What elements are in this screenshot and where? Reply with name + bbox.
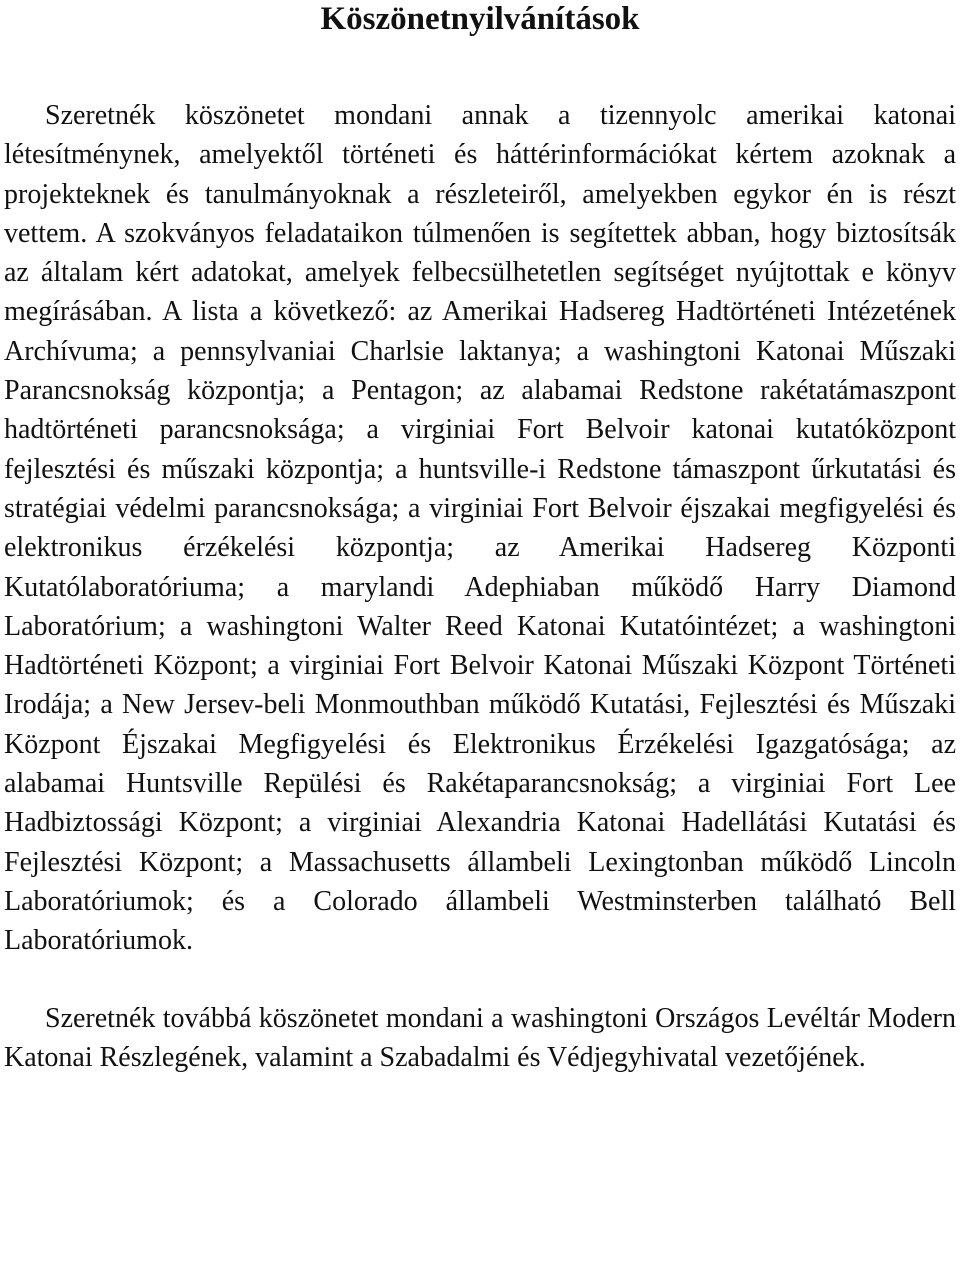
paragraph-additional-thanks: Szeretnék továbbá köszönetet mondani a washingtoni Országos Levéltár Modern Katonai Részlegének, valamint a Szabadalmi és Védjegyhivatal vezetőjének.: [4, 1002, 956, 1073]
document-page: [4, 0, 956, 1077]
paragraph-acknowledgements: Szeretnék köszönetet mondani annak a tizennyolc amerikai katonai létesítménynek, amelyektől történeti és háttérinformációkat kértem azoknak a projekteknek és tanulmányoknak a részleteiről, amelyekben egykor én is részt vettem. A szokványos feladataikon túlmenően is segítettek abban, hogy biztosítsák az általam kért adatokat, amelyek felbecsülhetetlen segítséget nyújtottak e könyv megírásában. A lista a következő: az Amerikai Hadsereg Hadtörténeti Intézetének Archívuma; a pennsylvaniai Charlsie laktanya; a washingtoni Katonai Műszaki Parancsnokság központja; a Pentagon; az alabamai Redstone rakétatámaszpont hadtörténeti parancsnoksága; a virginiai Fort Belvoir katonai kutatóközpont fejlesztési és műszaki központja; a huntsville-i Redstone támaszpont űrkutatási és stratégiai védelmi parancsnoksága; a virginiai Fort Belvoir éjszakai megfigyelési és elektronikus érzékelési központja; az Amerikai Hadsereg Központi Kutatólaboratóriuma; a marylandi Adephiaban működő Harry Diamond Laboratórium; a washingtoni Walter Reed Katonai Kutatóintézet; a washingtoni Hadtörténeti Központ; a virginiai Fort Belvoir Katonai Műszaki Központ Történeti Irodája; a New Jersev-beli Monmouthban működő Kutatási, Fejlesztési és Műszaki Központ Éjszakai Megfigyelési és Elektronikus Érzékelési Igazgatósága; az alabamai Huntsville Repülési és Rakétaparancsnokság; a virginiai Fort Lee Hadbiztossági Központ; a virginiai Alexandria Katonai Hadellátási Kutatási és Fejlesztési Központ; a Massachusetts állambeli Lexingtonban működő Lincoln Laboratóriumok; és a Colorado állambeli Westminsterben található Bell Laboratóriumok.: [4, 100, 956, 957]
page-title: Köszönetnyilvánítások: [320, 1, 640, 37]
